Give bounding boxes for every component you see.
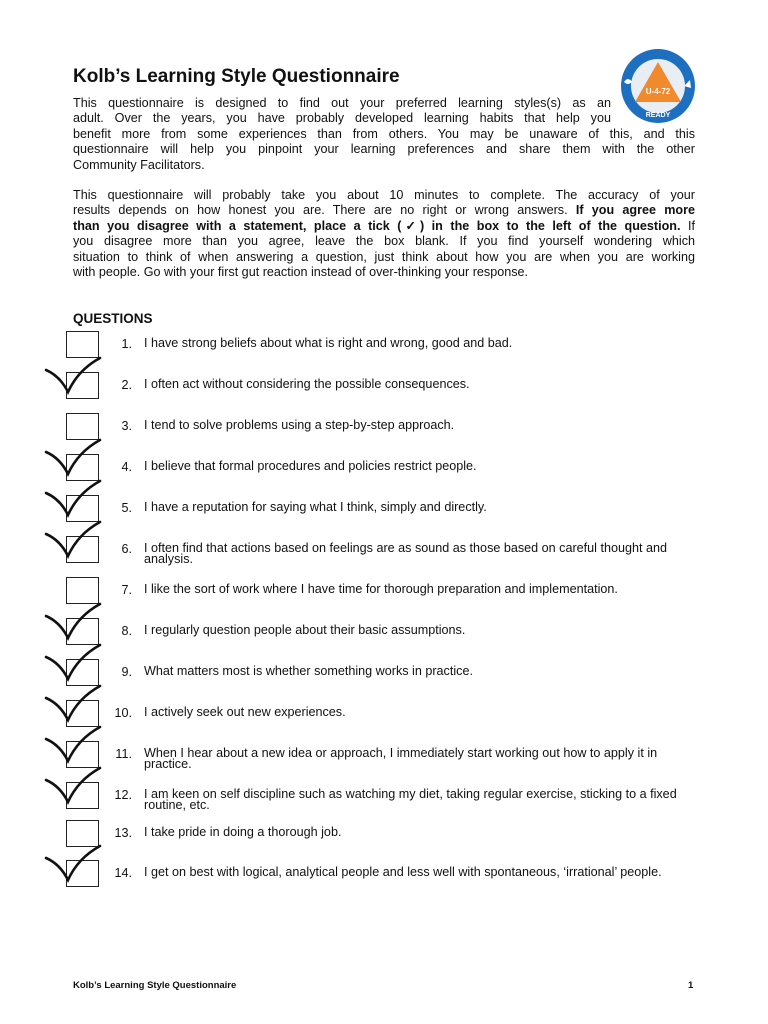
intro-paragraph-2 [73,188,695,280]
intro2-text: results depends on how honest you are. There are no right or wrong answers. [73,203,568,218]
question-text: I am keen on self discipline such as watching my diet, taking regular exercise, sticking to a fixed routine, etc. [144,787,677,812]
intro1-line: adult. Over the years, you have probably developed learning habits that help you [73,111,611,126]
page-title: Kolb’s Learning Style Questionnaire [73,66,400,87]
intro2-line: with people. Go with your first gut reaction instead of over-thinking your response. [73,265,529,280]
intro2-line: This questionnaire will probably take you about 10 minutes to complete. The accuracy of your [73,188,695,202]
intro2-line: situation to think of when answering a question, just think about how you are when you are working [73,249,695,264]
question-text: I actively seek out new experiences. [144,705,346,719]
answer-checkbox[interactable] [66,860,99,887]
logo-text: U-4-72 [645,87,671,96]
answer-checkbox[interactable] [66,413,99,440]
question-row [0,659,768,689]
question-number: 6. [121,542,132,556]
answer-checkbox[interactable] [66,659,99,686]
answer-checkbox[interactable] [66,495,99,522]
question-number: 11. [115,747,132,761]
intro2-line [73,219,695,234]
answer-checkbox[interactable] [66,536,99,563]
question-text: I have strong beliefs about what is right and wrong, good and bad. [144,336,513,350]
question-number: 12. [114,788,132,802]
question-text: I regularly question people about their basic assumptions. [144,623,466,637]
intro2-bold-b: than you disagree with a statement, place a tick (✓) in the box to the left of the question. [73,218,681,233]
intro2-tail: If [688,218,696,233]
intro2-line [73,203,695,218]
question-row [0,536,768,566]
question-text: I have a reputation for saying what I think, simply and directly. [144,500,487,514]
question-number: 4. [121,460,132,474]
question-row [0,782,768,812]
intro1-line: benefit more from some experiences than from others. You may be unaware of this, and this [73,126,695,141]
question-row [0,741,768,771]
question-row [0,700,768,730]
question-number: 3. [121,419,132,433]
logo-label: READY [645,112,671,119]
question-text: I believe that formal procedures and policies restrict people. [144,459,477,473]
question-text: I tend to solve problems using a step-by-step approach. [144,418,455,432]
answer-checkbox[interactable] [66,820,99,847]
question-row [0,820,768,850]
page-number: 1 [688,980,694,991]
intro1-line: This questionnaire is designed to find out your preferred learning styles(s) as an [73,96,611,110]
question-row [0,577,768,607]
question-row [0,413,768,443]
question-text: I like the sort of work where I have time for thorough preparation and implementation. [144,582,618,596]
question-row [0,331,768,361]
answer-checkbox[interactable] [66,331,99,358]
questions-heading: QUESTIONS [73,311,153,326]
question-row [0,454,768,484]
intro1-line: questionnaire will help you pinpoint your learning preferences and share them with the other [73,142,695,157]
question-number: 7. [121,583,132,597]
answer-checkbox[interactable] [66,700,99,727]
intro2-bold-a: If you agree more [575,203,695,218]
intro2-line: you disagree more than you agree, leave the box blank. If you find yourself wondering which [73,234,695,249]
question-row [0,618,768,648]
question-number: 5. [121,501,132,515]
answer-checkbox[interactable] [66,741,99,768]
question-row [0,860,768,890]
answer-checkbox[interactable] [66,372,99,399]
question-number: 8. [121,624,132,638]
question-number: 9. [121,665,132,679]
question-number: 14. [114,866,132,880]
question-text: When I hear about a new idea or approach, I immediately start working out how to apply it in practice. [144,746,658,771]
answer-checkbox[interactable] [66,577,99,604]
question-text: I take pride in doing a thorough job. [144,825,342,839]
question-row [0,372,768,402]
intro-paragraph-1 [73,96,695,173]
intro1-line: Community Facilitators. [73,157,205,172]
question-number: 10. [114,706,132,720]
question-number: 2. [121,378,132,392]
answer-checkbox[interactable] [66,618,99,645]
question-text: I often find that actions based on feelings are as sound as those based on careful thought and analysis. [144,541,668,566]
question-number: 13. [114,826,132,840]
answer-checkbox[interactable] [66,454,99,481]
question-text: I often act without considering the possible consequences. [144,377,470,391]
question-number: 1. [121,337,132,351]
footer-title: Kolb’s Learning Style Questionnaire [73,980,237,991]
question-text: What matters most is whether something works in practice. [144,664,473,678]
question-row [0,495,768,525]
question-text: I get on best with logical, analytical people and less well with spontaneous, ‘irrational’ people. [144,865,662,879]
answer-checkbox[interactable] [66,782,99,809]
